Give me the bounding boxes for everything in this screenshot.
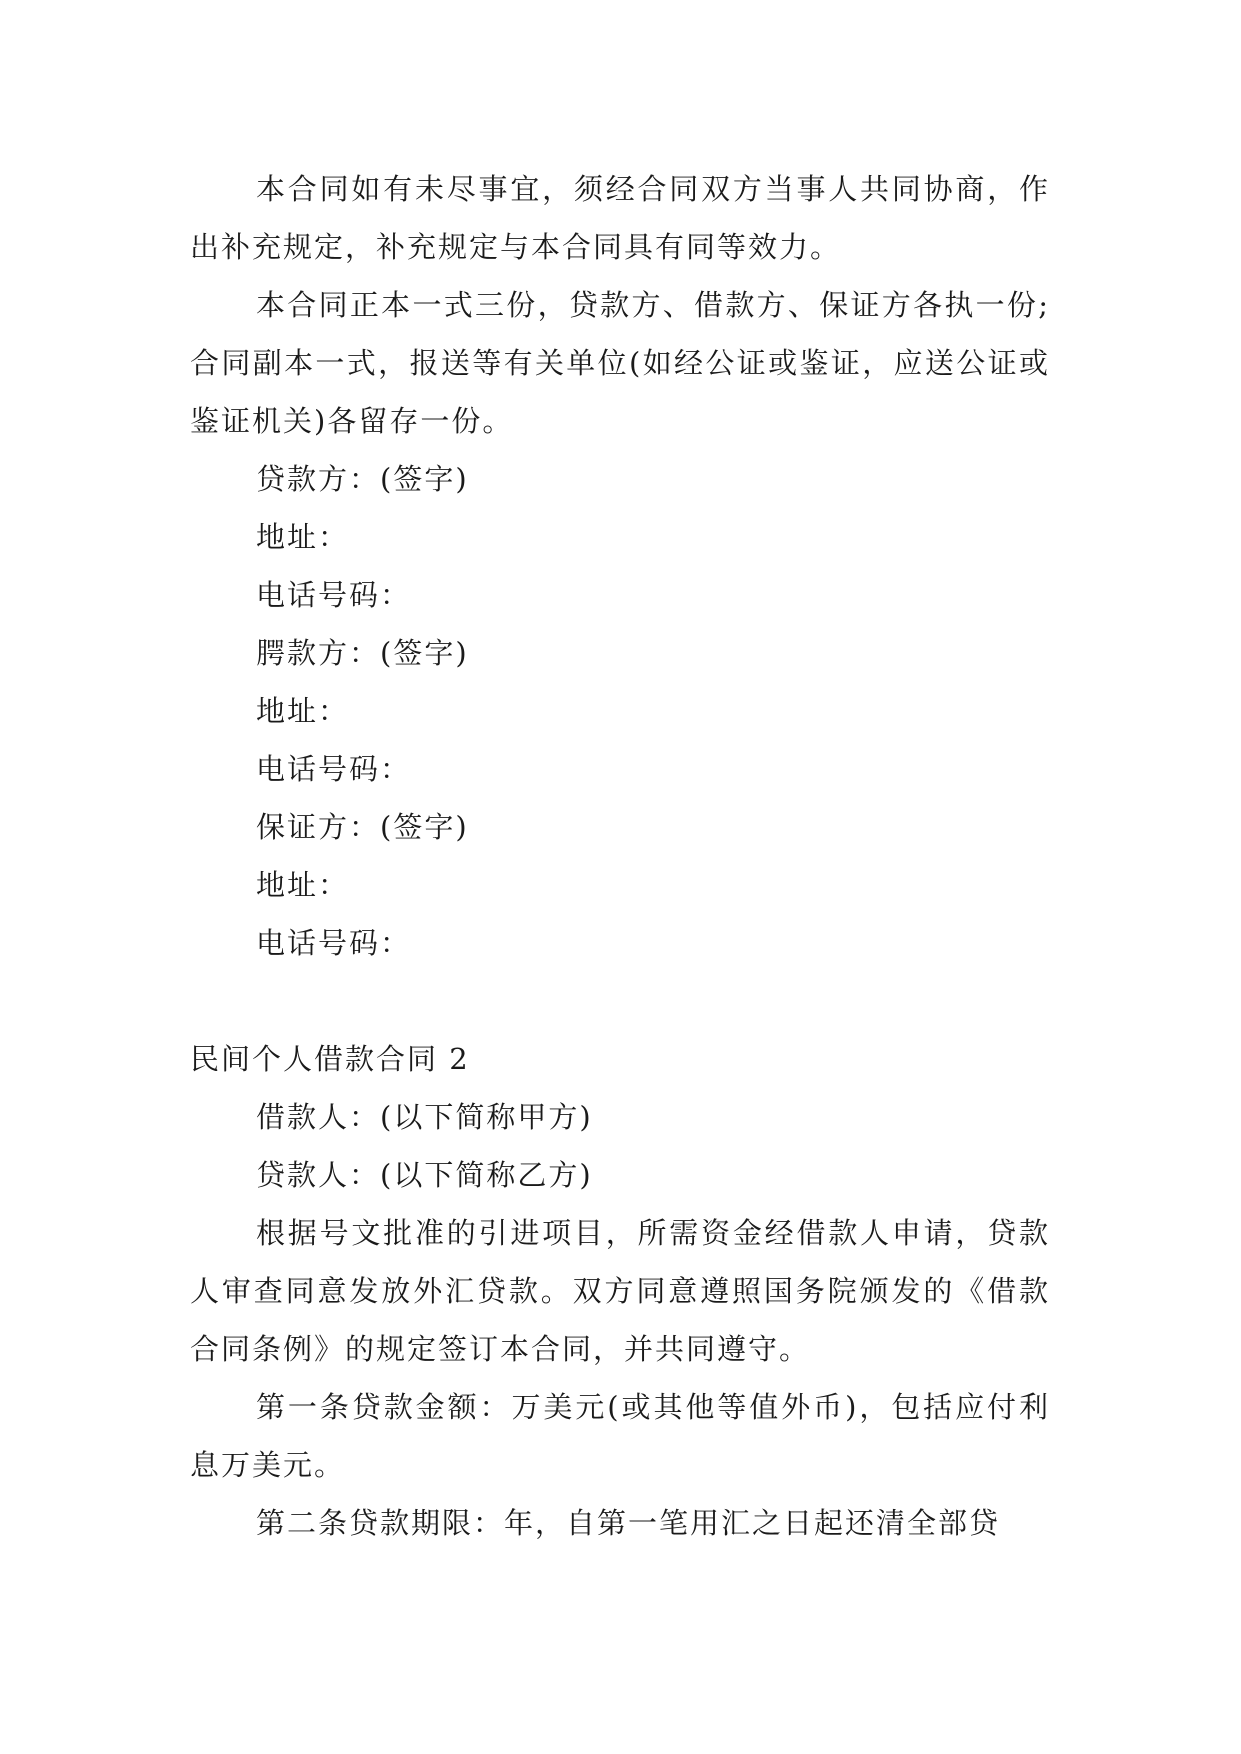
lender-party-line: 贷款人：(以下简称乙方) [256,1158,593,1192]
article-2-paragraph: 第二条贷款期限：年，自第一笔用汇之日起还清全部贷 [256,1506,1001,1540]
supplement-clause-paragraph: 本合同如有未尽事宜，须经合同双方当事人共同协商，作出补充规定，补充规定与本合同具有同等效力。 [190,172,1050,264]
borrower-signature-label: 腭款方：(签字) [256,636,469,670]
borrower-party-line: 借款人：(以下简称甲方) [256,1100,593,1134]
borrower-phone-label: 电话号码： [256,752,412,786]
document-body [190,160,1050,1552]
borrower-address-label: 地址： [256,694,350,728]
lender-address-label: 地址： [256,520,350,554]
article-1-paragraph: 第一条贷款金额：万美元(或其他等值外币)，包括应付利息万美元。 [190,1390,1050,1482]
copies-clause-paragraph: 本合同正本一式三份，贷款方、借款方、保证方各执一份;合同副本一式，报送等有关单位(如经公证或鉴证，应送公证或鉴证机关)各留存一份。 [190,288,1050,438]
lender-phone-label: 电话号码： [256,578,412,612]
guarantor-signature-label: 保证方：(签字) [256,810,469,844]
guarantor-address-label: 地址： [256,868,350,902]
guarantor-phone-label: 电话号码： [256,926,412,960]
intro-paragraph: 根据号文批准的引进项目，所需资金经借款人申请，贷款人审查同意发放外汇贷款。双方同意遵照国务院颁发的《借款合同条例》的规定签订本合同，并共同遵守。 [190,1216,1050,1366]
contract-2-title: 民间个人借款合同 2 [190,1042,470,1076]
lender-signature-label: 贷款方：(签字) [256,462,469,496]
